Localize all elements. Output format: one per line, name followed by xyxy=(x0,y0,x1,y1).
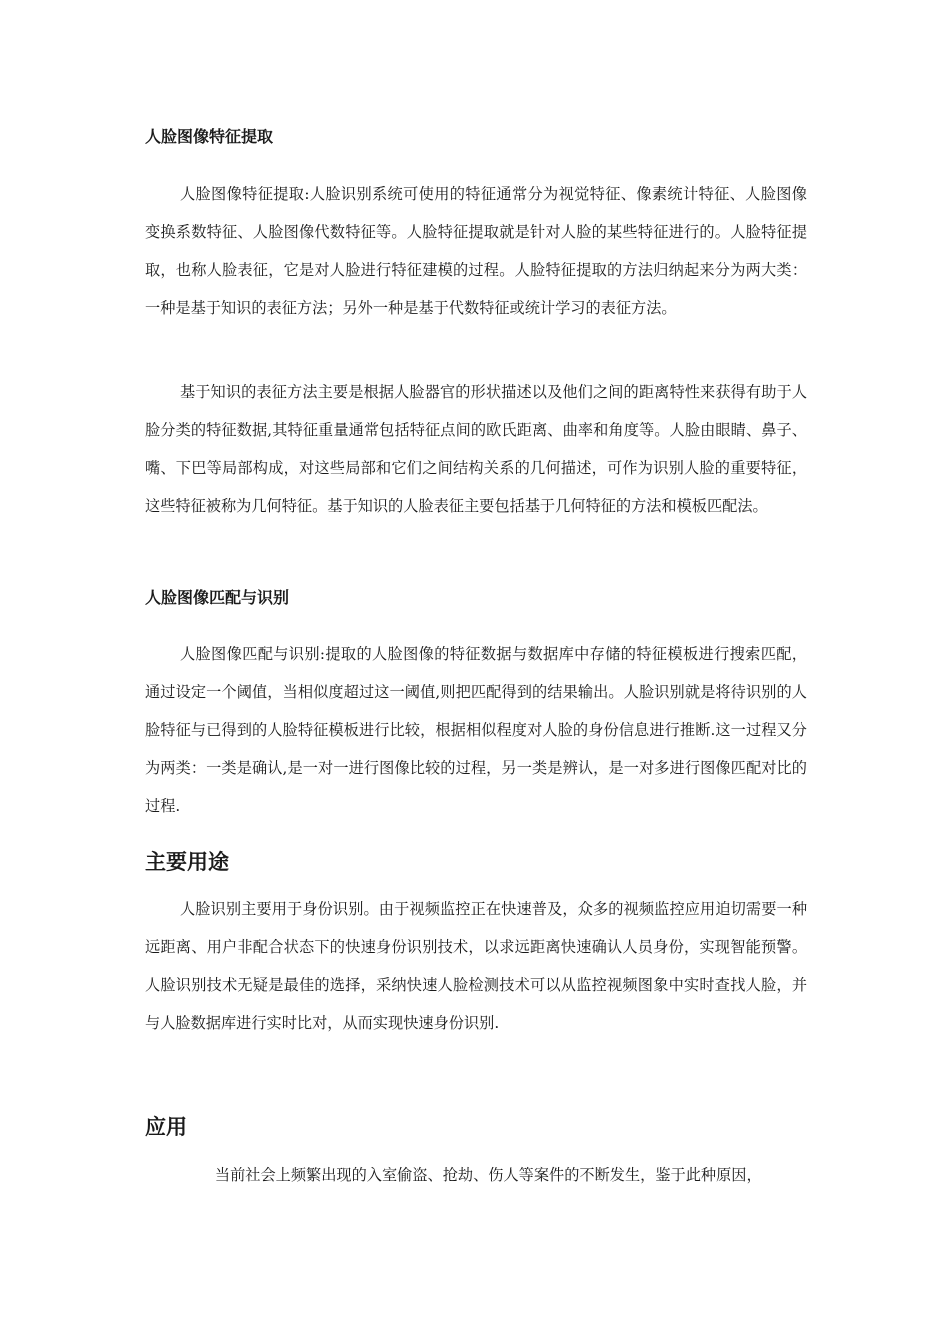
heading-feature-extraction: 人脸图像特征提取 xyxy=(145,127,274,146)
paragraph-matching-1: 人脸图像匹配与识别:提取的人脸图像的特征数据与数据库中存储的特征模板进行搜索匹配，通过设定一个阈值，当相似度超过这一阈值,则把匹配得到的结果输出。人脸识别就是将待识别的人脸特征与已得到的人脸特征模板进行比较，根据相似程度对人脸的身份信息进行推断.这一过程又分为两类：一类是确认,是一对一进行图像比较的过程，另一类是辨认，是一对多进行图像匹配对比的过程. xyxy=(145,645,807,815)
heading-application: 应用 xyxy=(145,1115,187,1139)
heading-matching: 人脸图像匹配与识别 xyxy=(145,588,290,607)
paragraph-feature-extraction-2: 基于知识的表征方法主要是根据人脸器官的形状描述以及他们之间的距离特性来获得有助于人脸分类的特征数据,其特征重量通常包括特征点间的欧氏距离、曲率和角度等。人脸由眼睛、鼻子、嘴、下巴等局部构成，对这些局部和它们之间结构关系的几何描述，可作为识别人脸的重要特征，这些特征被称为几何特征。基于知识的人脸表征主要包括基于几何特征的方法和模板匹配法。 xyxy=(145,383,807,515)
paragraph-feature-extraction-1: 人脸图像特征提取:人脸识别系统可使用的特征通常分为视觉特征、像素统计特征、人脸图像变换系数特征、人脸图像代数特征等。人脸特征提取就是针对人脸的某些特征进行的。人脸特征提取，也称人脸表征，它是对人脸进行特征建模的过程。人脸特征提取的方法归纳起来分为两大类：一种是基于知识的表征方法；另外一种是基于代数特征或统计学习的表征方法。 xyxy=(145,185,807,317)
heading-main-uses: 主要用途 xyxy=(145,850,229,874)
paragraph-application-1: 当前社会上频繁出现的入室偷盗、抢劫、伤人等案件的不断发生，鉴于此种原因， xyxy=(214,1166,762,1184)
paragraph-main-uses-1: 人脸识别主要用于身份识别。由于视频监控正在快速普及，众多的视频监控应用迫切需要一种远距离、用户非配合状态下的快速身份识别技术，以求远距离快速确认人员身份，实现智能预警。人脸识别技术无疑是最佳的选择，采纳快速人脸检测技术可以从监控视频图象中实时查找人脸，并与人脸数据库进行实时比对，从而实现快速身份识别. xyxy=(145,900,807,1032)
